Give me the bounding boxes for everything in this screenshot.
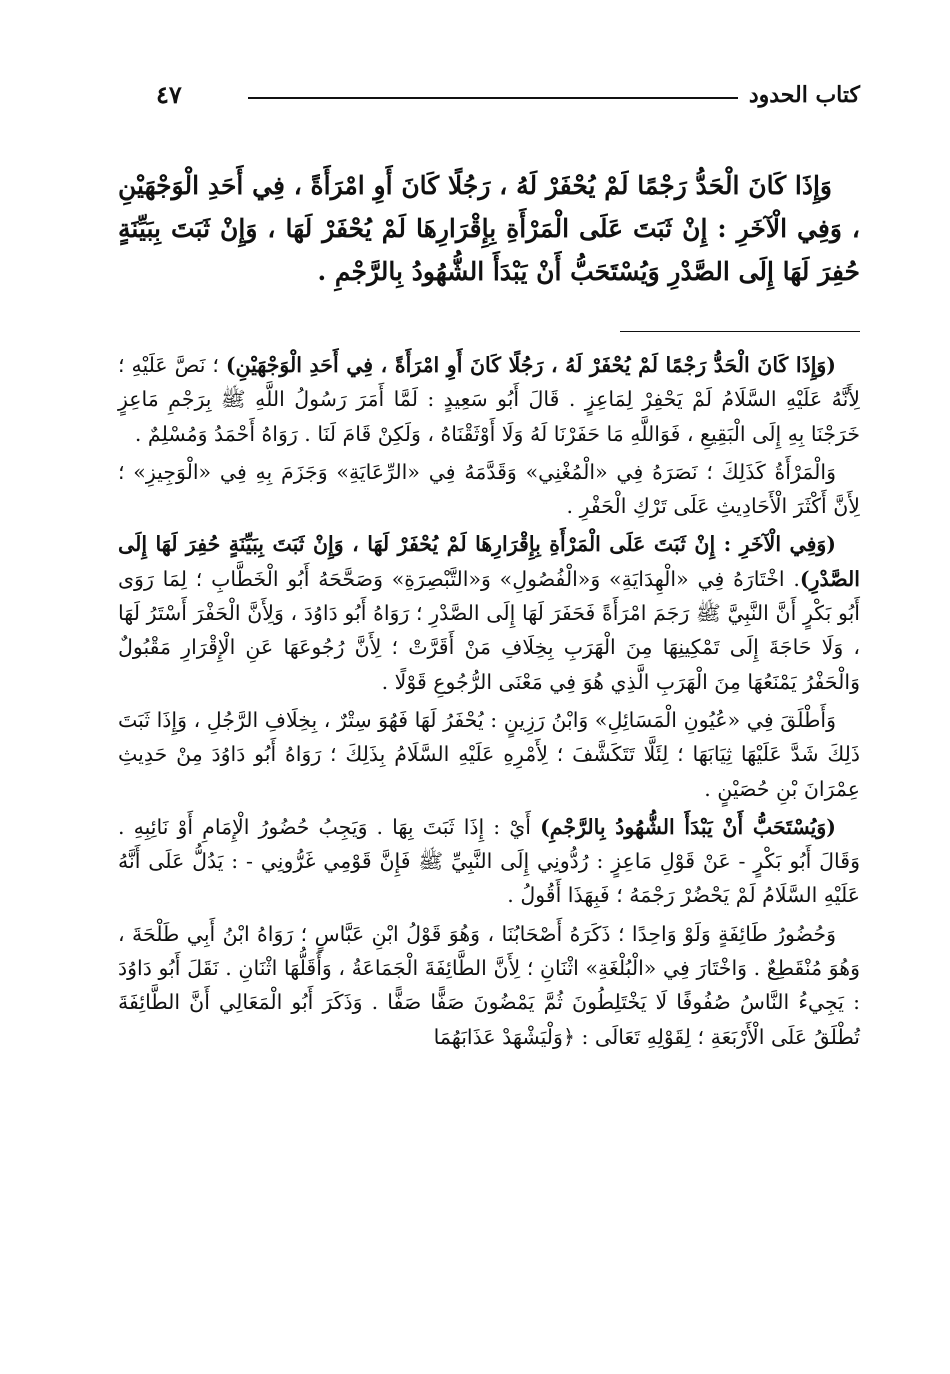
- commentary-text: وَحُضُورُ طَائِفَةٍ وَلَوْ وَاحِدًا ؛ ذَكَرَهُ أَصْحَابُنَا ، وَهُوَ قَوْلُ ابْنِ عَبَّاسٍ ؛ رَوَاهُ ابْنُ أَبِي طَلْحَةَ ، وَهُوَ مُنْقَطِعٌ . وَاخْتَارَ فِي «الْبُلْغَةِ» اثْنَانِ ؛ لِأَنَّ الطَّائِفَةَ الْجَمَاعَةُ ، وَأَقَلُّهَا اثْنَانِ . نَقَلَ أَبُو دَاوُدَ : يَجِيءُ النَّاسُ صُفُوفًا لَا يَخْتَلِطُونَ ثُمَّ يَمْضُونَ صَفًّا صَفًّا . وَذَكَرَ أَبُو الْمَعَالِي أَنَّ الطَّائِفَةَ تُطْلَقُ عَلَى الْأَرْبَعَةِ ؛ لِقَوْلِهِ تَعَالَى : ﴿وَلْيَشْهَدْ عَذَابَهُمَا: [118, 921, 860, 1049]
- commentary-text: وَالْمَرْأَةُ كَذَلِكَ ؛ نَصَرَهُ فِي «الْمُغْنِي» وَقَدَّمَهُ فِي «الرِّعَايَةِ» وَجَزَمَ بِهِ فِي «الْوَجِيزِ» ؛ لِأَنَّ أَكْثَرَ الْأَحَادِيثِ عَلَى تَرْكِ الْحَفْرِ .: [118, 459, 860, 519]
- commentary-paragraph: [118, 527, 860, 698]
- page-number: ٤٧: [156, 80, 182, 109]
- commentary-paragraph: [118, 348, 860, 451]
- commentary-text: . اخْتَارَهُ فِي «الْهِدَايَةِ» وَ«الْفُصُولِ» وَ«التَّبْصِرَةِ» وَصَحَّحَهُ أَبُو الْخَطَّابِ ؛ لِمَا رَوَى أَبُو بَكْرٍ أَنَّ النَّبِيَّ ﷺ رَجَمَ امْرَأَةً فَحَفَرَ لَهَا إِلَى الصَّدْرِ ؛ رَوَاهُ أَبُو دَاوُدَ ، وَلِأَنَّ الْحَفْرَ أَسْتَرُ لَهَا ، وَلَا حَاجَةَ إِلَى تَمْكِينِهَا مِنَ الْهَرَبِ بِخِلَافِ مَنْ أَقَرَّتْ ؛ لِأَنَّ رُجُوعَهَا عَنِ الْإِقْرَارِ مَقْبُولٌ وَالْحَفْرُ يَمْنَعُهَا مِنَ الْهَرَبِ الَّذِي هُوَ فِي مَعْنَى الرُّجُوعِ قَوْلًا .: [118, 566, 860, 694]
- main-text: [118, 164, 860, 293]
- commentary-paragraph: [118, 917, 860, 1054]
- commentary-text: ؛ نَصَّ عَلَيْهِ ؛ لِأَنَّهُ عَلَيْهِ السَّلَامُ لَمْ يَحْفِرْ لِمَاعِزٍ . قَالَ أَبُو سَعِيدٍ : لَمَّا أَمَرَ رَسُولُ اللَّهِ ﷺ بِرَجْمِ مَاعِزٍ خَرَجْنَا بِهِ إِلَى الْبَقِيعِ ، فَوَاللَّهِ مَا حَفَرْنَا لَهُ وَلَا أَوْثَقْنَاهُ ، وَلَكِنْ قَامَ لَنَا . رَوَاهُ أَحْمَدُ وَمُسْلِمٌ .: [118, 353, 860, 446]
- commentary-paragraph: [118, 810, 860, 913]
- commentary-text: أَيْ : إِذَا ثَبَتَ بِهَا . وَيَجِبُ حُضُورُ الْإِمَامِ أَوْ نَائِبِهِ . وَقَالَ أَبُو بَكْرٍ - عَنْ قَوْلِ مَاعِزٍ : رُدُّونِي إِلَى النَّبِيِّ ﷺ فَإِنَّ قَوْمِي غَرُّونِي - : يَدُلُّ عَلَى أَنَّهُ عَلَيْهِ السَّلَامُ لَمْ يَحْضُرْ رَجْمَهُ ؛ فَبِهَذَا أَقُولُ .: [118, 814, 860, 908]
- book-title: كتاب الحدود: [748, 82, 860, 108]
- commentary-paragraph: [118, 455, 860, 524]
- book-page: [118, 80, 860, 1350]
- running-header: [118, 80, 860, 114]
- main-text-paragraph: وَإِذَا كَانَ الْحَدُّ رَجْمًا لَمْ يُحْفَرْ لَهُ ، رَجُلًا كَانَ أَوِ امْرَأَةً ، فِي أَحَدِ الْوَجْهَيْنِ ، وَفِي الْآخَرِ : إِنْ ثَبَتَ عَلَى الْمَرْأَةِ بِإِقْرَارِهَا لَمْ يُحْفَرْ لَهَا ، وَإِنْ ثَبَتَ بِبَيِّنَةٍ حُفِرَ لَهَا إِلَى الصَّدْرِ وَيُسْتَحَبُّ أَنْ يَبْدَأَ الشُّهُودُ بِالرَّجْمِ .: [118, 171, 860, 286]
- quoted-main-text: (وَيُسْتَحَبُّ أَنْ يَبْدَأَ الشُّهُودُ بِالرَّجْمِ): [540, 814, 836, 839]
- commentary: [118, 348, 860, 1054]
- commentary-paragraph: [118, 703, 860, 806]
- commentary-text: وَأَطْلَقَ فِي «عُيُونِ الْمَسَائِلِ» وَابْنُ رَزِينٍ : يُحْفَرُ لَهَا فَهُوَ سِتْرٌ ، بِخِلَافِ الرَّجُلِ ، وَإِذَا ثَبَتَ ذَلِكَ شَدَّ عَلَيْهَا ثِيَابَهَا ؛ لِئَلَّا تَتَكَشَّفَ ؛ لِأَمْرِهِ عَلَيْهِ السَّلَامُ بِذَلِكَ ؛ رَوَاهُ أَبُو دَاوُدَ مِنْ حَدِيثِ عِمْرَانَ بْنِ حُصَيْنٍ .: [118, 707, 860, 801]
- commentary-separator: [620, 331, 860, 332]
- quoted-main-text: (وَإِذَا كَانَ الْحَدُّ رَجْمًا لَمْ يُحْفَرْ لَهُ ، رَجُلًا كَانَ أَوِ امْرَأَةً ، فِي أَحَدِ الْوَجْهَيْنِ): [225, 353, 836, 377]
- quoted-main-text: (وَفِي الْآخَرِ : إِنْ ثَبَتَ عَلَى الْمَرْأَةِ بِإِقْرَارِهَا لَمْ يُحْفَرْ لَهَا ، وَإِنْ ثَبَتَ بِبَيِّنَةٍ حُفِرَ لَهَا إِلَى الصَّدْرِ): [118, 532, 860, 591]
- header-rule: [248, 97, 738, 99]
